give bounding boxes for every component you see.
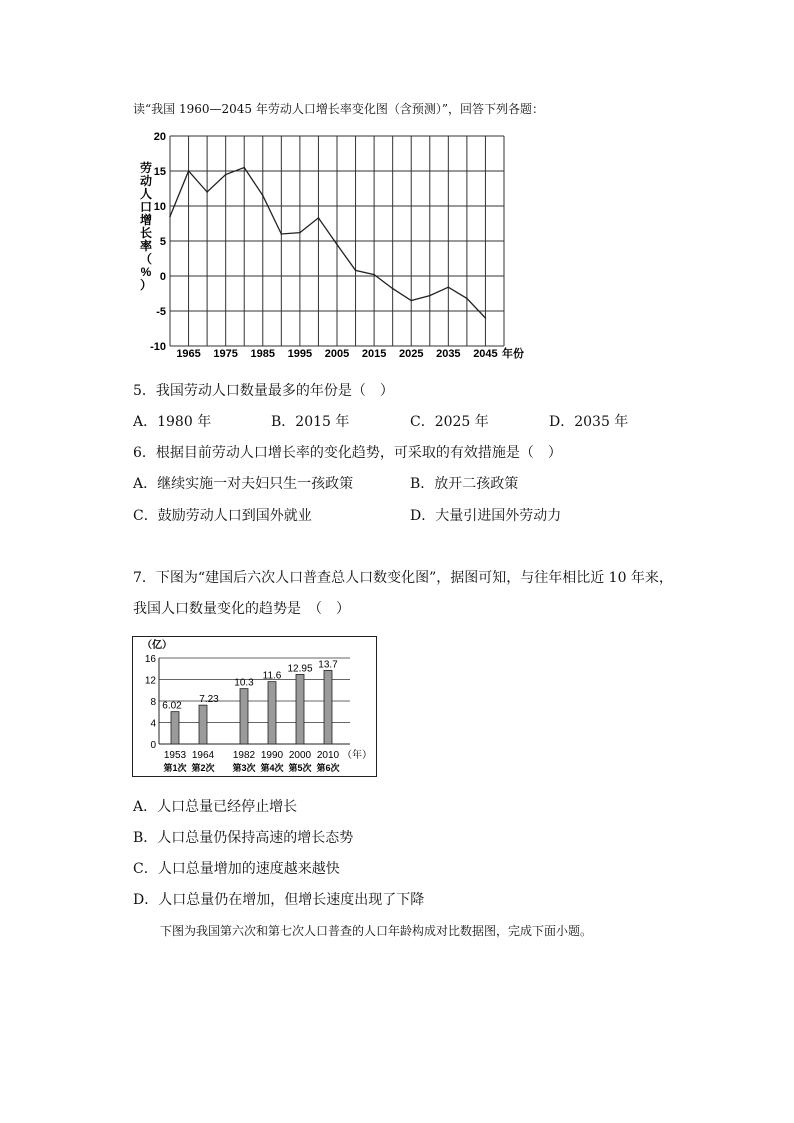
q6-stem: 6．根据目前劳动人口增长率的变化趋势，可采取的有效措施是（ ） xyxy=(133,445,562,461)
x-tick-label: 1985 xyxy=(250,348,276,360)
y-tick-label: 5 xyxy=(159,236,166,248)
census-round-label: 第6次 xyxy=(316,763,340,773)
x-tick-label: 2035 xyxy=(436,348,461,360)
q6-option-b[interactable]: B．放开二孩政策 xyxy=(410,476,519,492)
x-tick-label: 2005 xyxy=(324,348,350,360)
data-point xyxy=(281,233,283,235)
data-point xyxy=(410,300,412,302)
y-tick-label: 10 xyxy=(153,201,166,213)
x-tick-label: 2000 xyxy=(288,750,312,761)
q6-option-c[interactable]: C．鼓励劳动人口到国外就业 xyxy=(133,508,312,524)
x-tick-label: 1975 xyxy=(213,348,238,360)
y-axis-label-char: 长 xyxy=(139,226,153,240)
q7-option-d[interactable]: D．人口总量仍在增加，但增长速度出现了下降 xyxy=(133,892,425,908)
bar-value-label: 7.23 xyxy=(199,694,219,706)
intro-text: 读“我国 1960—2045 年劳动人口增长率变化图（含预测）”，回答下列各题： xyxy=(133,102,544,116)
population-bar xyxy=(240,689,248,744)
y-axis-label-char: % xyxy=(140,265,152,279)
data-point xyxy=(262,195,264,197)
bar-value-label: 13.7 xyxy=(318,659,338,671)
data-point xyxy=(466,298,468,300)
y-tick-label: 12 xyxy=(144,675,156,687)
x-axis-unit-label: （年） xyxy=(342,750,372,761)
bar-value-label: 11.6 xyxy=(262,670,282,682)
population-bar xyxy=(296,674,304,744)
data-point xyxy=(299,232,301,234)
y-axis-label-char: 人 xyxy=(139,187,153,201)
population-bar xyxy=(268,682,276,744)
bar-value-label: 10.3 xyxy=(234,677,254,689)
y-tick-label: 8 xyxy=(150,697,156,708)
y-axis-label-char: 劳 xyxy=(139,161,153,175)
data-point xyxy=(485,317,487,319)
data-point xyxy=(318,217,320,219)
q5-option-a[interactable]: A．1980 年 xyxy=(133,414,212,430)
y-axis-label-char: ） xyxy=(139,278,153,292)
q5-stem: 5．我国劳动人口数量最多的年份是（ ） xyxy=(133,383,394,399)
q5-option-c[interactable]: C．2025 年 xyxy=(410,414,489,430)
data-point xyxy=(225,174,227,176)
data-point xyxy=(373,274,375,276)
data-point xyxy=(429,295,431,297)
y-tick-label: 4 xyxy=(150,718,156,730)
q7-option-b[interactable]: B．人口总量仍保持高速的增长态势 xyxy=(133,830,354,846)
q5-option-b[interactable]: B．2015 年 xyxy=(271,414,350,430)
y-tick-label: 0 xyxy=(150,740,156,751)
data-point xyxy=(169,216,171,218)
population-bar xyxy=(199,705,207,744)
x-tick-label: 1990 xyxy=(260,750,284,761)
x-tick-label: 1964 xyxy=(191,750,215,761)
x-tick-label: 1982 xyxy=(232,750,256,761)
data-point xyxy=(392,288,394,290)
data-point xyxy=(355,270,357,272)
y-tick-label: -10 xyxy=(150,341,166,353)
x-tick-label: 2010 xyxy=(316,750,340,761)
q6-option-a[interactable]: A．继续实施一对夫妇只生一孩政策 xyxy=(133,476,354,492)
q6-option-d[interactable]: D．大量引进国外劳动力 xyxy=(410,508,562,524)
x-tick-label: 2025 xyxy=(398,348,424,360)
census-round-label: 第2次 xyxy=(191,763,215,773)
y-tick-label: -5 xyxy=(156,306,166,318)
population-bar xyxy=(324,670,332,744)
x-tick-label: 1953 xyxy=(163,750,187,761)
growth-rate-series-line xyxy=(170,168,485,319)
data-point xyxy=(243,167,245,169)
data-point xyxy=(206,191,208,193)
x-tick-label: 2045 xyxy=(473,348,498,360)
y-axis-label-char: 动 xyxy=(139,174,153,188)
y-axis-label-char: 增 xyxy=(139,213,153,227)
x-axis-unit-label: 年份 xyxy=(502,348,524,360)
x-tick-label: 1995 xyxy=(287,348,313,360)
census-round-label: 第3次 xyxy=(232,763,256,773)
x-tick-label: 2015 xyxy=(361,348,387,360)
census-round-label: 第5次 xyxy=(288,763,312,773)
y-axis-label-char: 口 xyxy=(139,200,153,214)
data-point xyxy=(188,170,190,172)
y-axis-unit-label: （亿） xyxy=(142,640,172,651)
q7-option-a[interactable]: A．人口总量已经停止增长 xyxy=(133,799,298,815)
population-bar xyxy=(171,712,179,744)
census-round-label: 第1次 xyxy=(163,763,187,773)
y-axis-label-char: 率 xyxy=(139,239,153,253)
q7-stem-line2: 我国人口数量变化的趋势是 （ ） xyxy=(133,601,350,617)
bar-value-label: 12.95 xyxy=(287,663,313,675)
q7-option-c[interactable]: C．人口总量增加的速度越来越快 xyxy=(133,861,340,877)
q7-stem-line1: 7．下图为“建国后六次人口普查总人口数变化图”，据图可知，与往年相比近 10 年来， xyxy=(133,570,673,586)
data-point xyxy=(448,286,450,288)
y-tick-label: 0 xyxy=(159,271,166,283)
x-tick-label: 1965 xyxy=(176,348,201,360)
next-question-intro: 下图为我国第六次和第七次人口普查的人口年龄构成对比数据图，完成下面小题。 xyxy=(160,924,593,938)
y-axis-label-char: （ xyxy=(139,252,153,266)
census-population-bar-chart xyxy=(132,636,378,778)
y-tick-label: 20 xyxy=(153,131,166,143)
y-tick-label: 15 xyxy=(153,166,166,178)
bar-value-label: 6.02 xyxy=(162,700,182,712)
q5-option-d[interactable]: D．2035 年 xyxy=(549,414,629,430)
data-point xyxy=(336,244,338,246)
labor-growth-line-chart xyxy=(128,128,538,363)
census-round-label: 第4次 xyxy=(260,763,284,773)
y-tick-label: 16 xyxy=(144,654,156,665)
